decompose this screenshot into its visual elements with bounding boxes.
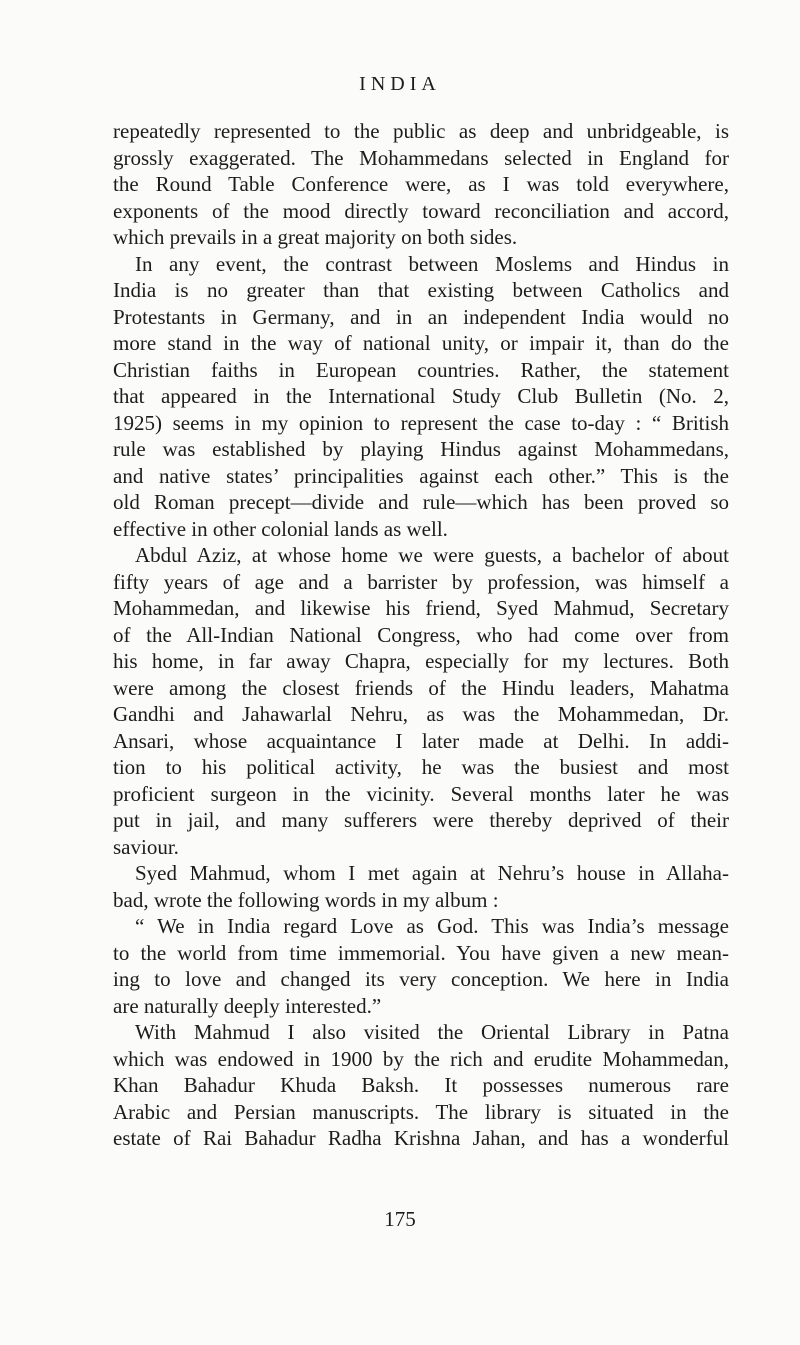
text-line: With Mahmud I also visited the Oriental Library in Patna bbox=[135, 1020, 729, 1044]
text-line: and native states’ principalities against each other.” This is the bbox=[113, 463, 729, 488]
text-line: were among the closest friends of the Hindu leaders, Mahatma bbox=[113, 675, 729, 700]
text-line: old Roman precept—divide and rule—which has been proved so bbox=[113, 490, 729, 514]
body-text bbox=[113, 118, 729, 1152]
text-line: ing to love and changed its very conception. We here in India bbox=[113, 967, 729, 991]
text-line: repeatedly represented to the public as deep and unbridgeable, is bbox=[113, 119, 729, 143]
text-line: tion to his political activity, he was the busiest and most bbox=[113, 755, 729, 779]
text-line: Syed Mahmud, whom I met again at Nehru’s house in Allaha- bbox=[135, 861, 729, 885]
text-line: effective in other colonial lands as well. bbox=[113, 516, 448, 541]
text-line: Christian faiths in European countries. Rather, the statement bbox=[113, 357, 729, 382]
text-line: put in jail, and many sufferers were thereby deprived of their bbox=[113, 808, 729, 832]
running-head: INDIA bbox=[359, 73, 441, 95]
text-line: fifty years of age and a barrister by profession, was himself a bbox=[113, 569, 729, 594]
text-line: proficient surgeon in the vicinity. Several months later he was bbox=[113, 781, 729, 806]
page-number: 175 bbox=[384, 1207, 416, 1231]
text-line: Khan Bahadur Khuda Baksh. It possesses numerous rare bbox=[113, 1073, 729, 1097]
text-line: “ We in India regard Love as God. This was India’s message bbox=[135, 914, 729, 938]
text-line: Abdul Aziz, at whose home we were guests, a bachelor of about bbox=[135, 543, 729, 567]
text-line: In any event, the contrast between Moslems and Hindus in bbox=[135, 251, 729, 276]
text-line: that appeared in the International Study Club Bulletin (No. 2, bbox=[113, 384, 729, 408]
text-line: Arabic and Persian manuscripts. The library is situated in the bbox=[113, 1099, 729, 1124]
text-line: to the world from time immemorial. You have given a new mean- bbox=[113, 940, 729, 965]
text-line: India is no greater than that existing between Catholics and bbox=[113, 278, 729, 302]
text-line: which was endowed in 1900 by the rich and erudite Mohammedan, bbox=[113, 1046, 729, 1071]
text-line: rule was established by playing Hindus against Mohammedans, bbox=[113, 437, 729, 461]
text-line: the Round Table Conference were, as I was told everywhere, bbox=[113, 172, 729, 196]
text-line: grossly exaggerated. The Mohammedans selected in England for bbox=[113, 145, 729, 170]
text-line: saviour. bbox=[113, 834, 179, 859]
text-line: more stand in the way of national unity, or impair it, than do the bbox=[113, 331, 729, 355]
text-line: Protestants in Germany, and in an independent India would no bbox=[113, 304, 729, 329]
text-line: his home, in far away Chapra, especially for my lectures. Both bbox=[113, 649, 729, 673]
text-line: bad, wrote the following words in my album : bbox=[113, 887, 499, 912]
text-line: 1925) seems in my opinion to represent the case to-day : “ British bbox=[113, 410, 729, 435]
text-line: which prevails in a great majority on both sides. bbox=[113, 225, 518, 249]
text-line: are naturally deeply interested.” bbox=[113, 993, 382, 1018]
text-line: Ansari, whose acquaintance I later made at Delhi. In addi- bbox=[113, 728, 729, 753]
text-line: of the All-Indian National Congress, who had come over from bbox=[113, 622, 729, 647]
text-line: Gandhi and Jahawarlal Nehru, as was the Mohammedan, Dr. bbox=[113, 702, 729, 726]
text-line: exponents of the mood directly toward reconciliation and accord, bbox=[113, 198, 729, 223]
text-line: Mohammedan, and likewise his friend, Syed Mahmud, Secretary bbox=[113, 596, 729, 620]
text-line: estate of Rai Bahadur Radha Krishna Jahan, and has a wonderful bbox=[113, 1126, 729, 1150]
